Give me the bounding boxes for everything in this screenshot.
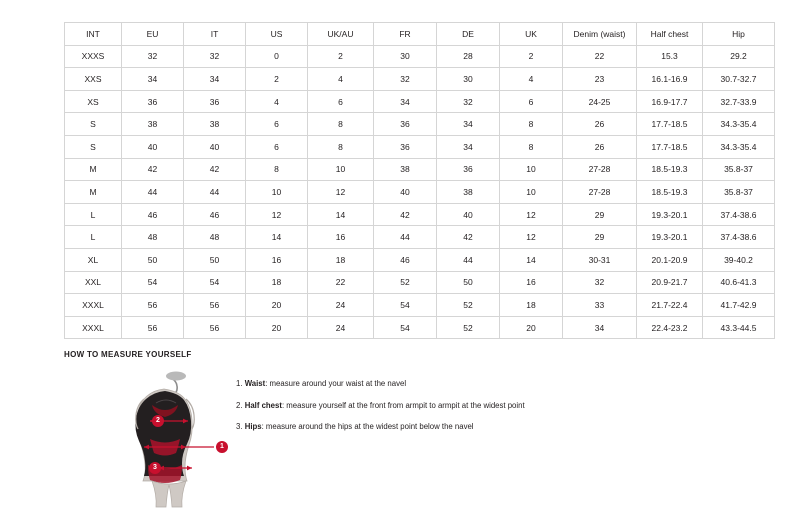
cell: 12 bbox=[246, 203, 308, 226]
table-row bbox=[65, 248, 775, 271]
note-term: Waist bbox=[244, 379, 266, 388]
table-header-row bbox=[65, 23, 775, 46]
column-header: FR bbox=[374, 23, 437, 46]
cell: 32 bbox=[122, 45, 184, 68]
column-header: Half chest bbox=[637, 23, 703, 46]
cell: 56 bbox=[122, 316, 184, 339]
cell: L bbox=[65, 226, 122, 249]
cell: 4 bbox=[308, 68, 374, 91]
cell: 34 bbox=[122, 68, 184, 91]
column-header: IT bbox=[184, 23, 246, 46]
cell: 50 bbox=[437, 271, 500, 294]
cell: S bbox=[65, 113, 122, 136]
column-header: Denim (waist) bbox=[563, 23, 637, 46]
cell: 30-31 bbox=[563, 248, 637, 271]
cell: 16 bbox=[500, 271, 563, 294]
cell: 41.7-42.9 bbox=[703, 294, 775, 317]
note-number: 1. bbox=[236, 379, 243, 388]
cell: 42 bbox=[184, 158, 246, 181]
cell: 36 bbox=[437, 158, 500, 181]
cell: 16.9-17.7 bbox=[637, 90, 703, 113]
mannequin-illustration bbox=[64, 369, 239, 514]
cell: 30 bbox=[437, 68, 500, 91]
cell: 18 bbox=[308, 248, 374, 271]
cell: 2 bbox=[246, 68, 308, 91]
cell: 42 bbox=[374, 203, 437, 226]
cell: 54 bbox=[374, 316, 437, 339]
cell: 12 bbox=[500, 203, 563, 226]
cell: 40 bbox=[374, 181, 437, 204]
table-row bbox=[65, 181, 775, 204]
cell: 32.7-33.9 bbox=[703, 90, 775, 113]
cell: 40 bbox=[437, 203, 500, 226]
measurement-figure bbox=[64, 369, 224, 509]
cell: XXXS bbox=[65, 45, 122, 68]
table-row bbox=[65, 90, 775, 113]
cell: 50 bbox=[122, 248, 184, 271]
cell: 21.7-22.4 bbox=[637, 294, 703, 317]
table-row bbox=[65, 113, 775, 136]
cell: 10 bbox=[500, 181, 563, 204]
cell: 39-40.2 bbox=[703, 248, 775, 271]
cell: 32 bbox=[437, 90, 500, 113]
note-term: Half chest bbox=[244, 400, 282, 410]
cell: 44 bbox=[437, 248, 500, 271]
cell: 8 bbox=[500, 113, 563, 136]
cell: 52 bbox=[437, 294, 500, 317]
cell: 30 bbox=[374, 45, 437, 68]
cell: 24 bbox=[308, 294, 374, 317]
cell: XXXL bbox=[65, 294, 122, 317]
cell: 20 bbox=[246, 294, 308, 317]
cell: 20.9-21.7 bbox=[637, 271, 703, 294]
cell: 38 bbox=[122, 113, 184, 136]
cell: 6 bbox=[308, 90, 374, 113]
cell: 34 bbox=[437, 113, 500, 136]
size-chart-container bbox=[64, 22, 757, 339]
cell: 8 bbox=[246, 158, 308, 181]
table-row bbox=[65, 271, 775, 294]
table-row bbox=[65, 316, 775, 339]
cell: 18.5-19.3 bbox=[637, 158, 703, 181]
cell: 27-28 bbox=[563, 158, 637, 181]
cell: M bbox=[65, 181, 122, 204]
cell: 29 bbox=[563, 226, 637, 249]
cell: 46 bbox=[184, 203, 246, 226]
cell: L bbox=[65, 203, 122, 226]
measurement-badge-2: 2 bbox=[152, 415, 164, 427]
cell: 19.3-20.1 bbox=[637, 226, 703, 249]
note-text: : measure around your waist at the navel bbox=[265, 379, 407, 388]
note-text: : measure yourself at the front from armpit to armpit at the widest point bbox=[281, 400, 525, 410]
cell: 23 bbox=[563, 68, 637, 91]
cell: 10 bbox=[246, 181, 308, 204]
table-row bbox=[65, 135, 775, 158]
cell: 38 bbox=[437, 181, 500, 204]
cell: 26 bbox=[563, 113, 637, 136]
cell: 2 bbox=[500, 45, 563, 68]
cell: 54 bbox=[374, 294, 437, 317]
measurement-badge-3: 3 bbox=[149, 462, 161, 474]
cell: 27-28 bbox=[563, 181, 637, 204]
cell: 32 bbox=[563, 271, 637, 294]
cell: 20 bbox=[246, 316, 308, 339]
table-row bbox=[65, 226, 775, 249]
cell: 12 bbox=[308, 181, 374, 204]
measurement-badge-1: 1 bbox=[216, 441, 228, 453]
cell: 16 bbox=[308, 226, 374, 249]
cell: 42 bbox=[437, 226, 500, 249]
column-header: UK/AU bbox=[308, 23, 374, 46]
cell: 26 bbox=[563, 135, 637, 158]
cell: 18 bbox=[246, 271, 308, 294]
cell: XXS bbox=[65, 68, 122, 91]
cell: M bbox=[65, 158, 122, 181]
cell: 52 bbox=[437, 316, 500, 339]
column-header: UK bbox=[500, 23, 563, 46]
cell: 19.3-20.1 bbox=[637, 203, 703, 226]
cell: 32 bbox=[184, 45, 246, 68]
how-to-measure-section bbox=[64, 350, 744, 509]
cell: 37.4-38.6 bbox=[703, 226, 775, 249]
table-row bbox=[65, 203, 775, 226]
cell: 16.1-16.9 bbox=[637, 68, 703, 91]
cell: 48 bbox=[184, 226, 246, 249]
cell: 43.3-44.5 bbox=[703, 316, 775, 339]
cell: 8 bbox=[308, 113, 374, 136]
cell: 16 bbox=[246, 248, 308, 271]
cell: 36 bbox=[374, 135, 437, 158]
cell: 46 bbox=[122, 203, 184, 226]
cell: 34 bbox=[437, 135, 500, 158]
cell: 38 bbox=[374, 158, 437, 181]
cell: 56 bbox=[122, 294, 184, 317]
measurement-note bbox=[236, 401, 525, 412]
cell: 24 bbox=[308, 316, 374, 339]
cell: 33 bbox=[563, 294, 637, 317]
cell: 20 bbox=[500, 316, 563, 339]
table-row bbox=[65, 68, 775, 91]
cell: 44 bbox=[122, 181, 184, 204]
cell: 2 bbox=[308, 45, 374, 68]
cell: 35.8-37 bbox=[703, 181, 775, 204]
cell: 36 bbox=[374, 113, 437, 136]
cell: 38 bbox=[184, 113, 246, 136]
cell: 28 bbox=[437, 45, 500, 68]
column-header: DE bbox=[437, 23, 500, 46]
cell: 8 bbox=[500, 135, 563, 158]
cell: 17.7-18.5 bbox=[637, 113, 703, 136]
cell: S bbox=[65, 135, 122, 158]
cell: XXL bbox=[65, 271, 122, 294]
cell: 24-25 bbox=[563, 90, 637, 113]
cell: 30.7-32.7 bbox=[703, 68, 775, 91]
cell: 35.8-37 bbox=[703, 158, 775, 181]
cell: 29 bbox=[563, 203, 637, 226]
cell: XXXL bbox=[65, 316, 122, 339]
cell: 22 bbox=[308, 271, 374, 294]
cell: 50 bbox=[184, 248, 246, 271]
table-row bbox=[65, 294, 775, 317]
cell: 32 bbox=[374, 68, 437, 91]
cell: 10 bbox=[500, 158, 563, 181]
measurement-note bbox=[236, 379, 525, 390]
cell: 10 bbox=[308, 158, 374, 181]
cell: 22 bbox=[563, 45, 637, 68]
column-header: EU bbox=[122, 23, 184, 46]
note-number: 2. bbox=[236, 400, 243, 410]
cell: 14 bbox=[246, 226, 308, 249]
cell: 14 bbox=[308, 203, 374, 226]
cell: 0 bbox=[246, 45, 308, 68]
how-to-measure-body bbox=[64, 369, 744, 509]
how-to-measure-title: HOW TO MEASURE YOURSELF bbox=[64, 350, 192, 359]
cell: 18.5-19.3 bbox=[637, 181, 703, 204]
cell: 54 bbox=[184, 271, 246, 294]
cell: 36 bbox=[184, 90, 246, 113]
cell: XS bbox=[65, 90, 122, 113]
cell: 15.3 bbox=[637, 45, 703, 68]
cell: 34 bbox=[563, 316, 637, 339]
cell: 12 bbox=[500, 226, 563, 249]
cell: 56 bbox=[184, 294, 246, 317]
measurement-notes bbox=[236, 379, 525, 444]
cell: 54 bbox=[122, 271, 184, 294]
cell: 22.4-23.2 bbox=[637, 316, 703, 339]
cell: 4 bbox=[500, 68, 563, 91]
cell: XL bbox=[65, 248, 122, 271]
cell: 6 bbox=[246, 113, 308, 136]
note-number: 3. bbox=[236, 422, 243, 432]
cell: 34.3-35.4 bbox=[703, 135, 775, 158]
cell: 44 bbox=[374, 226, 437, 249]
measurement-note bbox=[236, 422, 525, 433]
cell: 4 bbox=[246, 90, 308, 113]
cell: 37.4-38.6 bbox=[703, 203, 775, 226]
cell: 34.3-35.4 bbox=[703, 113, 775, 136]
cell: 8 bbox=[308, 135, 374, 158]
cell: 42 bbox=[122, 158, 184, 181]
note-text: : measure around the hips at the widest point below the navel bbox=[261, 422, 474, 432]
cell: 6 bbox=[500, 90, 563, 113]
column-header: Hip bbox=[703, 23, 775, 46]
cell: 44 bbox=[184, 181, 246, 204]
cell: 48 bbox=[122, 226, 184, 249]
cell: 56 bbox=[184, 316, 246, 339]
cell: 34 bbox=[184, 68, 246, 91]
cell: 18 bbox=[500, 294, 563, 317]
note-term: Hips bbox=[244, 422, 262, 432]
cell: 29.2 bbox=[703, 45, 775, 68]
table-row bbox=[65, 45, 775, 68]
cell: 40.6-41.3 bbox=[703, 271, 775, 294]
column-header: US bbox=[246, 23, 308, 46]
cell: 14 bbox=[500, 248, 563, 271]
column-header: INT bbox=[65, 23, 122, 46]
cell: 40 bbox=[184, 135, 246, 158]
cell: 40 bbox=[122, 135, 184, 158]
cell: 36 bbox=[122, 90, 184, 113]
size-chart-table bbox=[64, 22, 775, 339]
cell: 34 bbox=[374, 90, 437, 113]
cell: 6 bbox=[246, 135, 308, 158]
cell: 46 bbox=[374, 248, 437, 271]
table-row bbox=[65, 158, 775, 181]
cell: 52 bbox=[374, 271, 437, 294]
cell: 17.7-18.5 bbox=[637, 135, 703, 158]
cell: 20.1-20.9 bbox=[637, 248, 703, 271]
